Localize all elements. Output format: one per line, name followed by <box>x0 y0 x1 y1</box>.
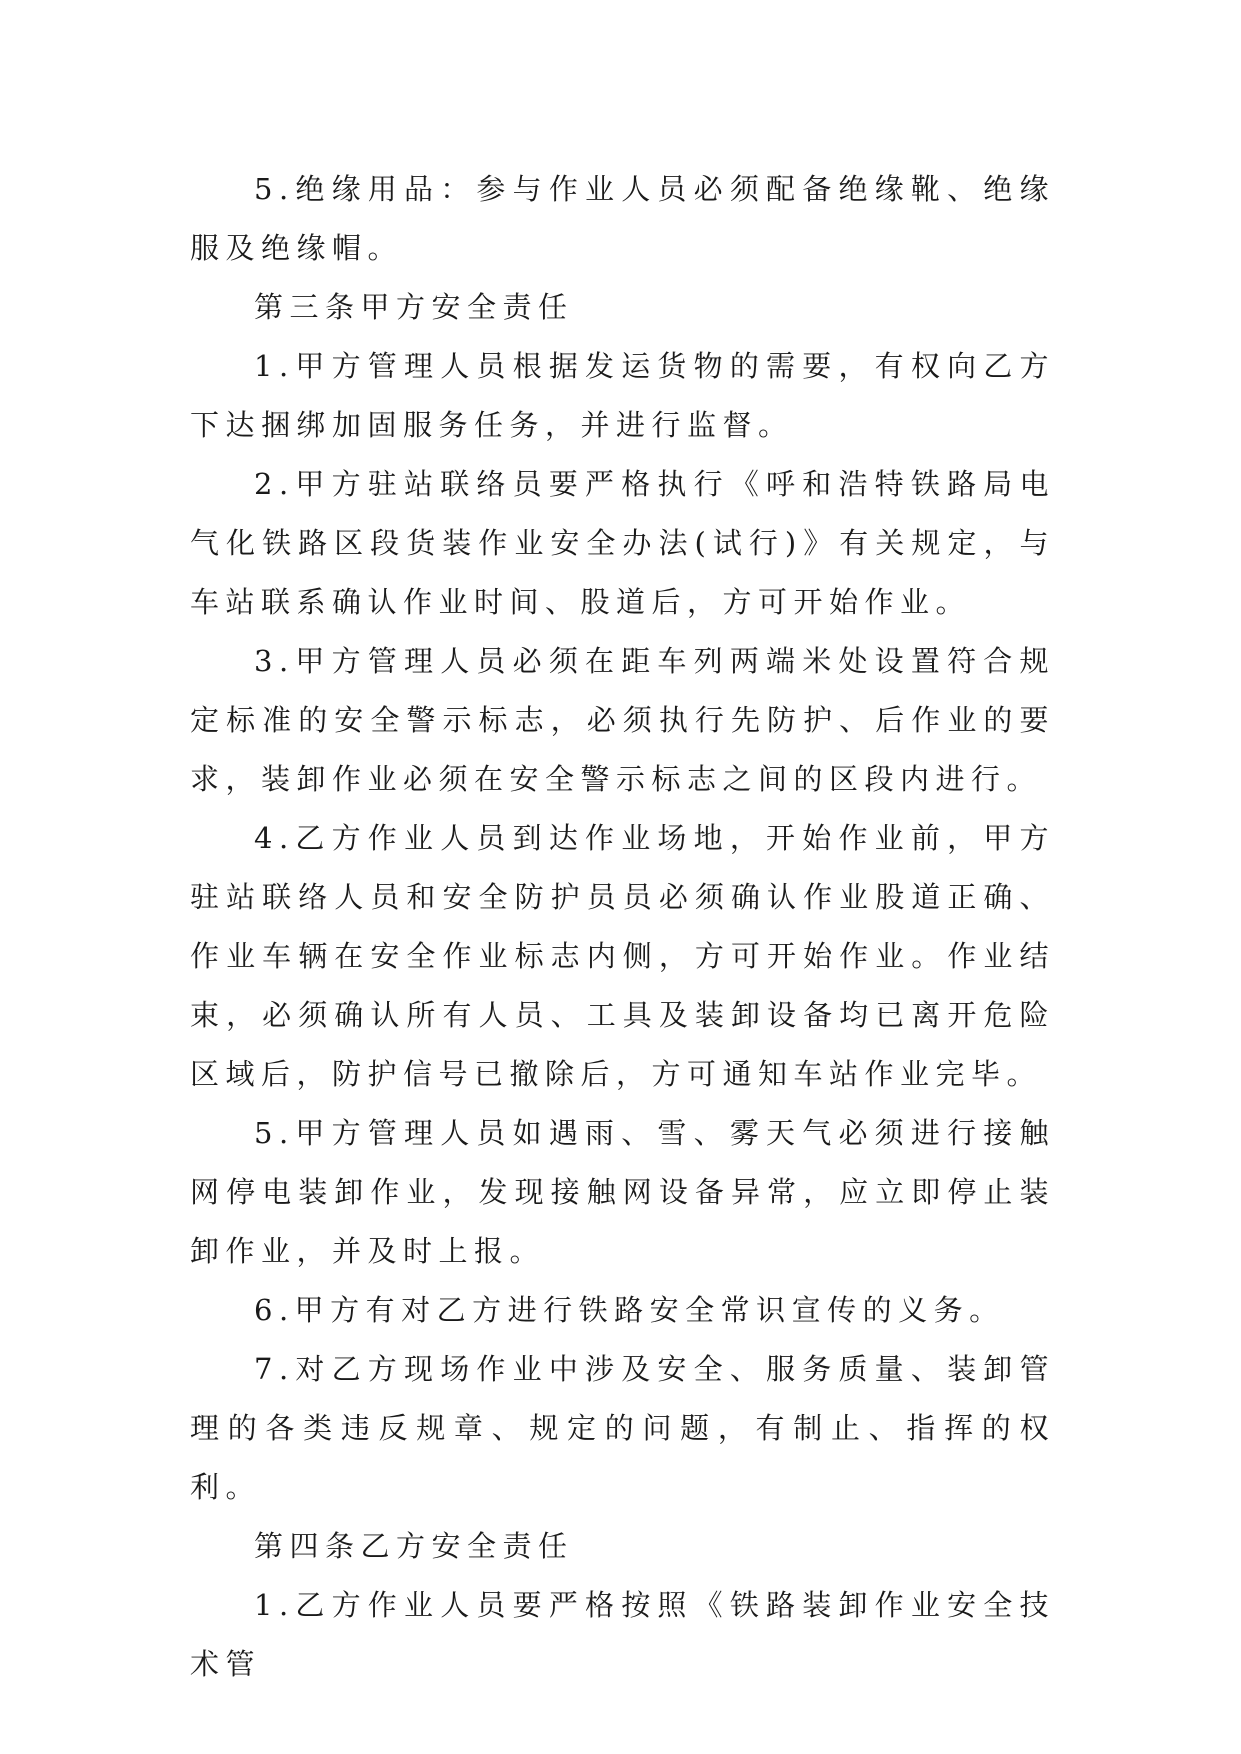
paragraph-party-b-item-1: 1.乙方作业人员要严格按照《铁路装卸作业安全技术管 <box>190 1588 1055 1681</box>
paragraph-party-a-item-5: 5.甲方管理人员如遇雨、雪、雾天气必须进行接触网停电装卸作业，发现接触网设备异常，应立即停止装卸作业，并及时上报。 <box>190 1116 1055 1268</box>
paragraph-party-a-item-1: 1.甲方管理人员根据发运货物的需要，有权向乙方下达捆绑加固服务任务，并进行监督。 <box>190 349 1055 442</box>
paragraph-party-a-item-3: 3.甲方管理人员必须在距车列两端米处设置符合规定标准的安全警示标志，必须执行先防护、后作业的要求，装卸作业必须在安全警示标志之间的区段内进行。 <box>190 644 1055 796</box>
paragraph-party-a-item-6: 6.甲方有对乙方进行铁路安全常识宣传的义务。 <box>254 1293 1005 1327</box>
paragraph-party-a-item-7: 7.对乙方现场作业中涉及安全、服务质量、装卸管理的各类违反规章、规定的问题，有制止、指挥的权利。 <box>190 1352 1055 1504</box>
document-body <box>190 160 1055 1694</box>
paragraph-party-a-item-2: 2.甲方驻站联络员要严格执行《呼和浩特铁路局电气化铁路区段货装作业安全办法(试行)》有关规定，与车站联系确认作业时间、股道后，方可开始作业。 <box>190 467 1055 619</box>
paragraph-party-a-item-4: 4.乙方作业人员到达作业场地，开始作业前，甲方驻站联络人员和安全防护员员必须确认作业股道正确、作业车辆在安全作业标志内侧，方可开始作业。作业结束，必须确认所有人员、工具及装卸设备均已离开危险区域后，防护信号已撤除后，方可通知车站作业完毕。 <box>190 821 1055 1091</box>
section-heading-article-3: 第三条甲方安全责任 <box>254 290 574 324</box>
section-heading-article-4: 第四条乙方安全责任 <box>254 1529 574 1563</box>
paragraph-insulation-gear: 5.绝缘用品：参与作业人员必须配备绝缘靴、绝缘服及绝缘帽。 <box>190 172 1055 265</box>
